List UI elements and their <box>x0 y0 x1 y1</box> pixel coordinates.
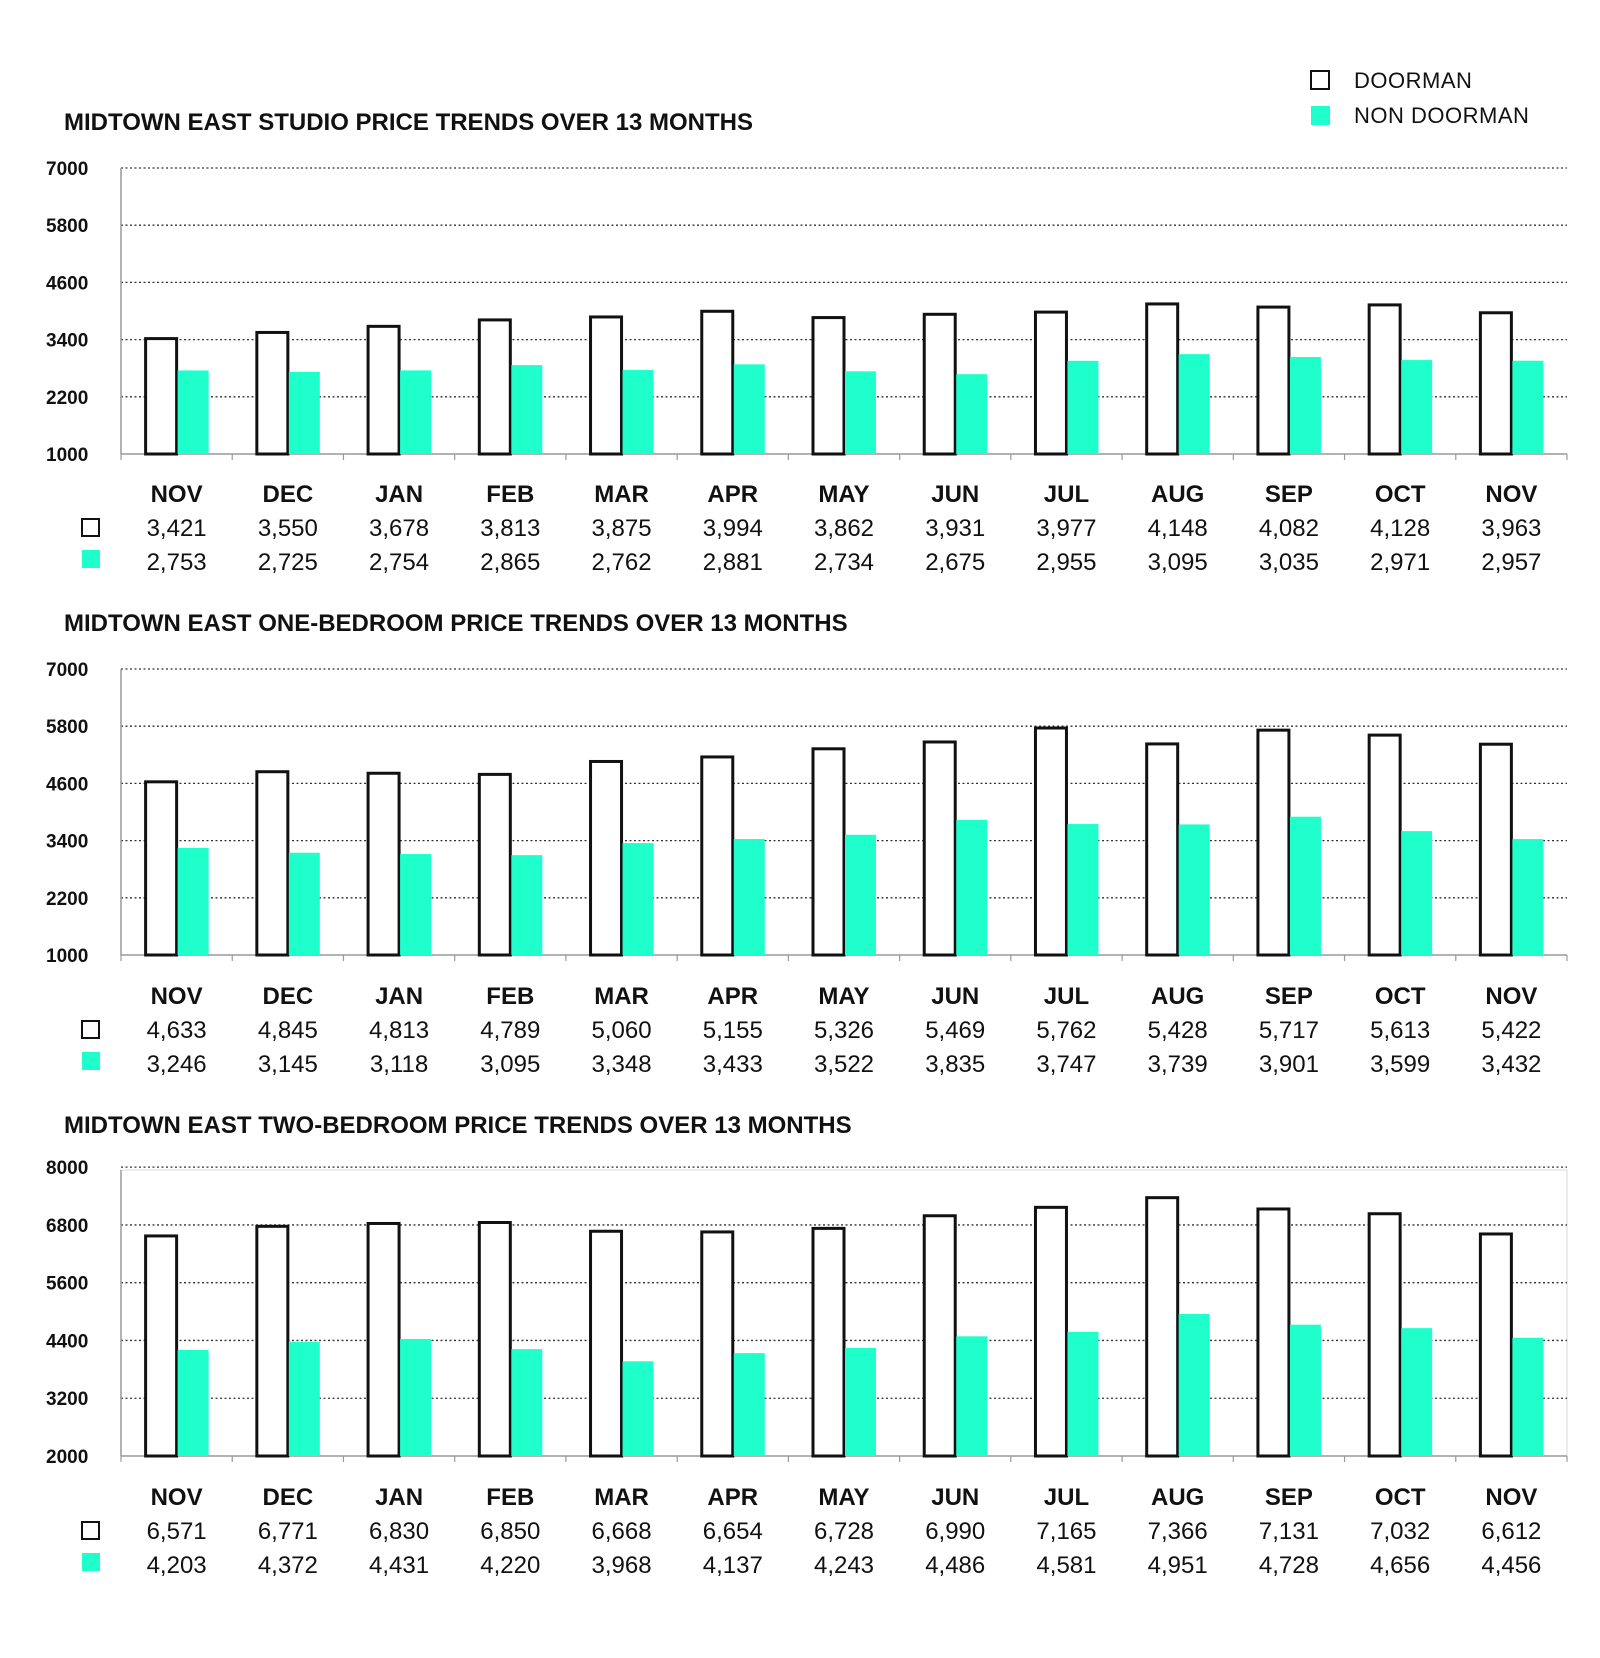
bar-non-doorman <box>1067 824 1098 955</box>
bar-doorman <box>146 782 177 955</box>
bar-non-doorman <box>289 1342 320 1456</box>
non-doorman-value: 3,432 <box>1481 1051 1542 1078</box>
non-doorman-value: 4,456 <box>1481 1552 1542 1579</box>
bar-doorman <box>368 1223 399 1456</box>
bar-non-doorman <box>400 1339 431 1456</box>
bar-doorman <box>813 318 844 454</box>
month-label: NOV <box>150 481 203 508</box>
bar-doorman <box>1480 313 1511 454</box>
month-label: MAY <box>818 983 870 1010</box>
doorman-value: 5,326 <box>813 1017 875 1044</box>
bar-doorman <box>257 1226 288 1456</box>
bar-doorman <box>924 314 955 454</box>
bar-doorman <box>479 774 510 955</box>
doorman-value: 4,633 <box>146 1017 207 1044</box>
bar-doorman <box>368 326 399 454</box>
legend-doorman-label: DOORMAN <box>1354 68 1473 93</box>
y-tick-label: 5600 <box>46 1273 89 1295</box>
row-marker-doorman <box>82 519 99 536</box>
non-doorman-value: 4,220 <box>480 1552 541 1579</box>
doorman-value: 5,613 <box>1370 1017 1431 1044</box>
non-doorman-value: 4,486 <box>925 1552 986 1579</box>
bar-non-doorman <box>511 1349 542 1456</box>
month-label: FEB <box>486 1484 535 1511</box>
bar-doorman <box>813 1228 844 1456</box>
non-doorman-value: 3,433 <box>702 1051 763 1078</box>
bar-non-doorman <box>956 1336 987 1456</box>
doorman-value: 5,469 <box>925 1017 986 1044</box>
doorman-value: 6,612 <box>1481 1518 1542 1545</box>
bar-doorman <box>368 773 399 955</box>
non-doorman-value: 2,675 <box>925 549 986 576</box>
bar-doorman <box>924 742 955 955</box>
y-tick-label: 3200 <box>46 1389 89 1411</box>
non-doorman-value: 4,203 <box>146 1552 207 1579</box>
legend-non-doorman-label: NON DOORMAN <box>1354 103 1530 128</box>
non-doorman-value: 3,145 <box>257 1051 318 1078</box>
bar-doorman <box>1035 728 1066 955</box>
bar-doorman <box>257 772 288 955</box>
bar-doorman <box>1035 1207 1066 1456</box>
bar-non-doorman <box>623 370 654 454</box>
doorman-value: 3,977 <box>1036 515 1097 542</box>
bar-doorman <box>702 1232 733 1456</box>
month-label: JUL <box>1043 481 1090 508</box>
month-label: MAR <box>594 983 649 1010</box>
month-label: APR <box>707 481 759 508</box>
month-label: JUL <box>1043 1484 1090 1511</box>
non-doorman-value: 4,372 <box>257 1552 318 1579</box>
bar-non-doorman <box>289 372 320 454</box>
month-label: NOV <box>1485 481 1538 508</box>
y-tick-label: 2200 <box>46 387 89 409</box>
bar-doorman <box>1258 730 1289 955</box>
doorman-value: 3,421 <box>146 515 207 542</box>
non-doorman-value: 2,725 <box>257 549 318 576</box>
charts-group <box>46 109 1567 1579</box>
bar-doorman <box>813 749 844 955</box>
non-doorman-value: 4,581 <box>1036 1552 1097 1579</box>
month-label: SEP <box>1264 983 1313 1010</box>
non-doorman-value: 2,865 <box>480 549 541 576</box>
legend <box>1311 68 1529 128</box>
month-label: JUN <box>931 481 980 508</box>
non-doorman-value: 2,734 <box>813 549 875 576</box>
doorman-value: 7,165 <box>1036 1518 1097 1545</box>
doorman-value: 4,845 <box>257 1017 318 1044</box>
bar-doorman <box>591 317 622 454</box>
row-marker-doorman <box>82 1522 99 1539</box>
bar-non-doorman <box>734 1353 765 1456</box>
non-doorman-value: 4,243 <box>813 1552 875 1579</box>
bar-non-doorman <box>845 835 876 955</box>
bar-non-doorman <box>1512 361 1543 454</box>
doorman-value: 3,678 <box>369 515 430 542</box>
month-label: JUN <box>931 1484 980 1511</box>
non-doorman-value: 4,728 <box>1258 1552 1319 1579</box>
doorman-value: 3,963 <box>1481 515 1542 542</box>
month-label: MAY <box>818 1484 870 1511</box>
month-label: NOV <box>150 1484 203 1511</box>
month-label: DEC <box>262 481 314 508</box>
month-label: MAY <box>818 481 870 508</box>
non-doorman-value: 2,881 <box>702 549 763 576</box>
y-tick-label: 6800 <box>46 1215 89 1237</box>
bar-non-doorman <box>1290 817 1321 955</box>
y-tick-label: 3400 <box>46 831 89 853</box>
y-tick-label: 4400 <box>46 1331 89 1353</box>
doorman-value: 4,148 <box>1147 515 1208 542</box>
doorman-value: 3,875 <box>591 515 652 542</box>
non-doorman-value: 3,095 <box>480 1051 541 1078</box>
bar-doorman <box>146 339 177 454</box>
month-label: APR <box>707 983 759 1010</box>
non-doorman-value: 3,035 <box>1258 549 1319 576</box>
y-tick-label: 3400 <box>46 330 89 352</box>
bar-non-doorman <box>956 820 987 955</box>
bar-non-doorman <box>623 843 654 955</box>
bar-non-doorman <box>845 371 876 454</box>
y-tick-label: 4600 <box>46 774 89 796</box>
bar-doorman <box>1369 305 1400 454</box>
doorman-value: 6,571 <box>146 1518 207 1545</box>
bar-non-doorman <box>1290 1325 1321 1456</box>
month-label: FEB <box>486 983 535 1010</box>
month-label: MAR <box>594 481 649 508</box>
non-doorman-value: 2,955 <box>1036 549 1097 576</box>
doorman-value: 6,728 <box>813 1518 875 1545</box>
non-doorman-value: 3,835 <box>925 1051 986 1078</box>
non-doorman-value: 2,971 <box>1370 549 1431 576</box>
month-label: DEC <box>262 1484 314 1511</box>
bar-doorman <box>1369 1214 1400 1456</box>
bar-non-doorman <box>1179 824 1210 955</box>
doorman-value: 6,668 <box>591 1518 652 1545</box>
bar-doorman <box>1369 735 1400 955</box>
doorman-value: 6,654 <box>702 1518 763 1545</box>
bar-non-doorman <box>1401 1328 1432 1456</box>
y-tick-label: 1000 <box>46 946 89 967</box>
doorman-value: 3,550 <box>257 515 318 542</box>
month-label: OCT <box>1374 1484 1426 1511</box>
y-tick-label: 8000 <box>46 1158 89 1180</box>
non-doorman-value: 2,754 <box>369 549 430 576</box>
bar-doorman <box>146 1236 177 1456</box>
bar-doorman <box>1258 307 1289 454</box>
doorman-value: 5,060 <box>591 1017 652 1044</box>
non-doorman-value: 4,431 <box>369 1552 430 1579</box>
bar-non-doorman <box>289 853 320 955</box>
bar-non-doorman <box>1512 1338 1543 1456</box>
y-tick-label: 2000 <box>46 1447 89 1468</box>
bar-non-doorman <box>178 1350 209 1456</box>
month-label: OCT <box>1374 481 1426 508</box>
legend-doorman-swatch <box>1311 71 1329 89</box>
doorman-value: 5,155 <box>702 1017 763 1044</box>
doorman-value: 3,994 <box>702 515 763 542</box>
non-doorman-value: 3,246 <box>146 1051 207 1078</box>
bar-non-doorman <box>400 854 431 955</box>
bar-doorman <box>1480 744 1511 955</box>
month-label: AUG <box>1151 1484 1205 1511</box>
doorman-value: 6,850 <box>480 1518 541 1545</box>
month-label: NOV <box>1485 983 1538 1010</box>
bar-non-doorman <box>1179 354 1210 454</box>
non-doorman-value: 2,762 <box>591 549 652 576</box>
month-label: APR <box>707 1484 759 1511</box>
month-label: SEP <box>1264 481 1313 508</box>
bar-non-doorman <box>1290 357 1321 454</box>
bar-doorman <box>924 1216 955 1456</box>
bar-non-doorman <box>1401 360 1432 454</box>
doorman-value: 6,990 <box>925 1518 986 1545</box>
bar-non-doorman <box>845 1348 876 1456</box>
doorman-value: 6,771 <box>257 1518 318 1545</box>
month-label: DEC <box>262 983 314 1010</box>
doorman-value: 3,931 <box>925 515 986 542</box>
non-doorman-value: 3,599 <box>1370 1051 1431 1078</box>
bar-non-doorman <box>511 855 542 955</box>
month-label: AUG <box>1151 481 1205 508</box>
y-tick-label: 7000 <box>46 159 89 180</box>
non-doorman-value: 3,348 <box>591 1051 652 1078</box>
month-label: JAN <box>375 481 424 508</box>
y-tick-label: 4600 <box>46 273 89 295</box>
bar-non-doorman <box>734 364 765 454</box>
chart-panel-3 <box>46 1112 1567 1579</box>
chart-panel-2 <box>46 610 1567 1078</box>
doorman-value: 4,813 <box>369 1017 430 1044</box>
doorman-value: 7,032 <box>1370 1518 1431 1545</box>
y-tick-label: 2200 <box>46 888 89 910</box>
doorman-value: 4,789 <box>480 1017 541 1044</box>
bar-doorman <box>1147 744 1178 955</box>
non-doorman-value: 3,095 <box>1147 549 1208 576</box>
chart-title: MIDTOWN EAST STUDIO PRICE TRENDS OVER 13 MONTHS <box>64 109 753 136</box>
doorman-value: 5,422 <box>1481 1017 1542 1044</box>
y-tick-label: 7000 <box>46 660 89 681</box>
chart-title: MIDTOWN EAST ONE-BEDROOM PRICE TRENDS OVER 13 MONTHS <box>64 610 848 637</box>
bar-doorman <box>591 1231 622 1456</box>
non-doorman-value: 3,522 <box>813 1051 875 1078</box>
doorman-value: 7,131 <box>1258 1518 1319 1545</box>
bar-doorman <box>1147 1198 1178 1456</box>
bar-non-doorman <box>1401 831 1432 955</box>
doorman-value: 5,762 <box>1036 1017 1097 1044</box>
bar-non-doorman <box>178 370 209 454</box>
non-doorman-value: 2,957 <box>1481 549 1542 576</box>
doorman-value: 5,428 <box>1147 1017 1208 1044</box>
bar-doorman <box>702 311 733 454</box>
non-doorman-value: 4,951 <box>1147 1552 1208 1579</box>
bar-non-doorman <box>1067 1332 1098 1456</box>
non-doorman-value: 4,656 <box>1370 1552 1431 1579</box>
row-marker-doorman <box>82 1021 99 1038</box>
bar-non-doorman <box>956 374 987 454</box>
bar-doorman <box>702 757 733 955</box>
bar-non-doorman <box>400 370 431 454</box>
bar-non-doorman <box>1179 1314 1210 1456</box>
month-label: NOV <box>150 983 203 1010</box>
y-tick-label: 1000 <box>46 445 89 466</box>
doorman-value: 4,128 <box>1370 515 1431 542</box>
month-label: OCT <box>1374 983 1426 1010</box>
bar-doorman <box>479 320 510 454</box>
row-marker-non-doorman <box>82 550 100 568</box>
non-doorman-value: 3,118 <box>369 1051 429 1078</box>
month-label: JUL <box>1043 983 1090 1010</box>
bar-non-doorman <box>1512 839 1543 955</box>
doorman-value: 3,813 <box>480 515 541 542</box>
bar-doorman <box>257 332 288 454</box>
bar-non-doorman <box>511 365 542 454</box>
doorman-value: 3,862 <box>813 515 875 542</box>
month-label: JAN <box>375 1484 424 1511</box>
bar-non-doorman <box>1067 361 1098 454</box>
bar-doorman <box>1258 1209 1289 1456</box>
bar-non-doorman <box>734 839 765 955</box>
row-marker-non-doorman <box>82 1553 100 1571</box>
bar-doorman <box>1147 304 1178 454</box>
chart-panel-1 <box>46 109 1567 576</box>
month-label: NOV <box>1485 1484 1538 1511</box>
month-label: MAR <box>594 1484 649 1511</box>
month-label: FEB <box>486 481 535 508</box>
non-doorman-value: 2,753 <box>146 549 207 576</box>
doorman-value: 4,082 <box>1258 515 1319 542</box>
doorman-value: 6,830 <box>369 1518 430 1545</box>
bar-doorman <box>479 1223 510 1456</box>
row-marker-non-doorman <box>82 1052 100 1070</box>
bar-doorman <box>1480 1234 1511 1456</box>
legend-non-doorman-swatch <box>1311 106 1330 125</box>
bar-non-doorman <box>178 848 209 955</box>
month-label: AUG <box>1151 983 1205 1010</box>
non-doorman-value: 3,901 <box>1258 1051 1319 1078</box>
month-label: JAN <box>375 983 424 1010</box>
doorman-value: 5,717 <box>1258 1017 1319 1044</box>
bar-non-doorman <box>623 1361 654 1456</box>
non-doorman-value: 3,739 <box>1147 1051 1208 1078</box>
month-label: SEP <box>1264 1484 1313 1511</box>
non-doorman-value: 3,968 <box>591 1552 652 1579</box>
y-tick-label: 5800 <box>46 717 89 739</box>
bar-doorman <box>591 761 622 955</box>
doorman-value: 7,366 <box>1147 1518 1208 1545</box>
y-tick-label: 5800 <box>46 216 89 238</box>
month-label: JUN <box>931 983 980 1010</box>
non-doorman-value: 4,137 <box>702 1552 763 1579</box>
chart-title: MIDTOWN EAST TWO-BEDROOM PRICE TRENDS OVER 13 MONTHS <box>64 1112 852 1139</box>
non-doorman-value: 3,747 <box>1036 1051 1097 1078</box>
bar-doorman <box>1035 312 1066 454</box>
